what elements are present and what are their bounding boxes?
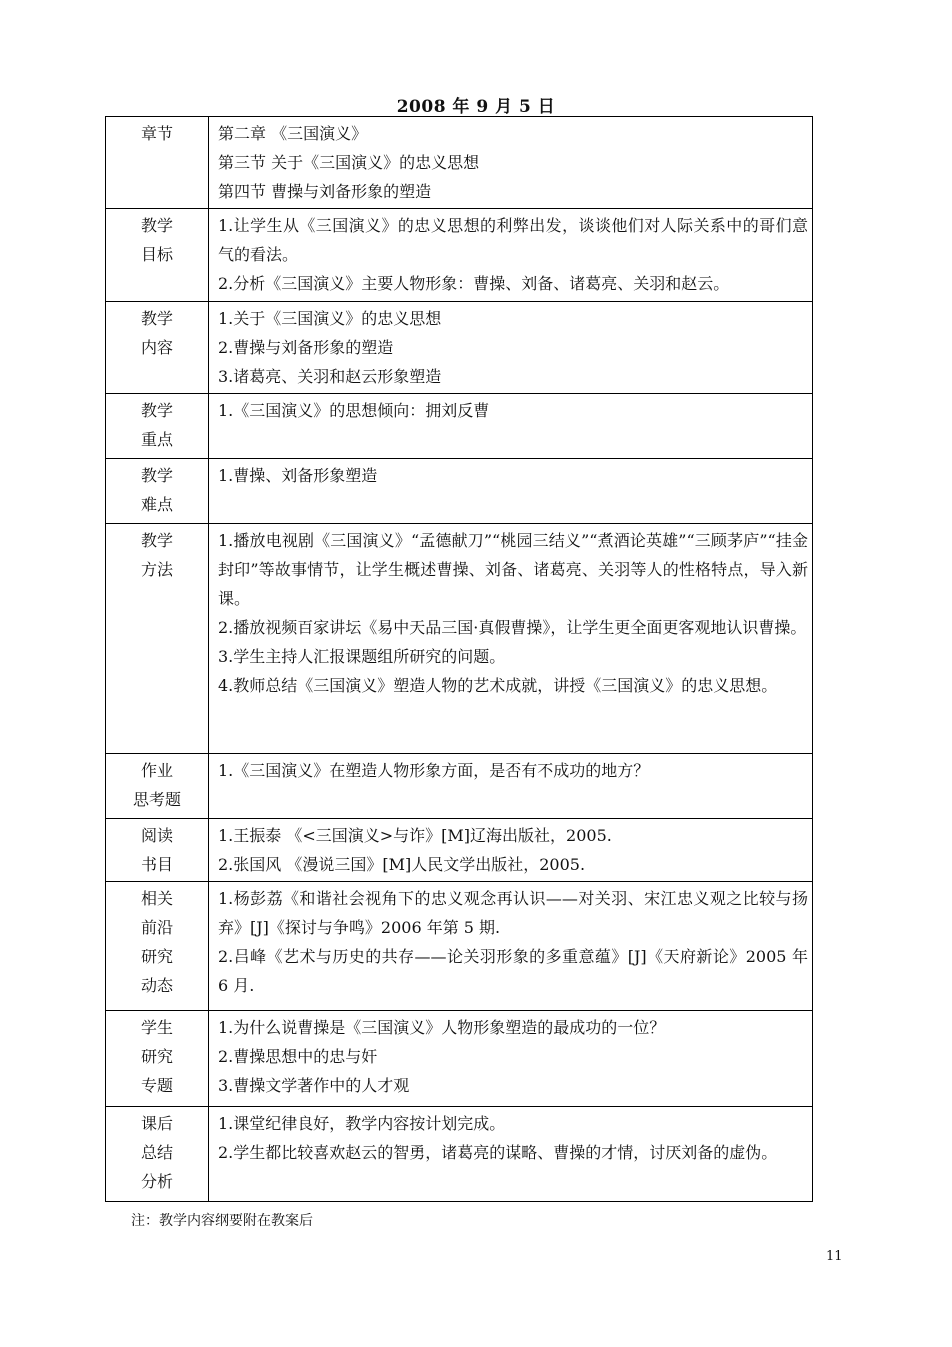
table-row <box>106 1107 813 1202</box>
row-content-line: 1.《三国演义》的思想倾向：拥刘反曹 <box>218 401 490 420</box>
row-label-line: 目标 <box>140 245 173 264</box>
row-content-line: 2.曹操思想中的忠与奸 <box>218 1047 378 1066</box>
row-label-line: 教学 <box>140 531 173 550</box>
row-label-line: 教学 <box>140 466 173 485</box>
row-label-line: 教学 <box>140 401 173 420</box>
row-label-line: 作业 <box>140 761 173 780</box>
row-label-line: 研究 <box>140 1047 173 1066</box>
row-content <box>209 209 813 302</box>
table-row <box>106 882 813 1011</box>
row-label <box>106 754 209 819</box>
row-label <box>106 302 209 394</box>
row-label-line: 内容 <box>140 338 173 357</box>
row-label-line: 总结 <box>140 1143 173 1162</box>
row-content-line: 第四节 曹操与刘备形象的塑造 <box>218 182 432 201</box>
row-label-line: 方法 <box>140 560 173 579</box>
row-label-line: 思考题 <box>132 790 181 809</box>
row-label-line: 阅读 <box>140 826 173 845</box>
row-content-line: 2.分析《三国演义》主要人物形象：曹操、刘备、诸葛亮、关羽和赵云。 <box>218 274 730 293</box>
row-content <box>209 819 813 882</box>
row-content <box>209 459 813 524</box>
row-content-line: 1.播放电视剧《三国演义》“孟德献刀”“桃园三结义”“煮酒论英雄”“三顾茅庐”“挂金封印”等故事情节，让学生概述曹操、刘备、诸葛亮、关羽等人的性格特点，导入新课。 <box>218 531 808 608</box>
row-content-line: 1.为什么说曹操是《三国演义》人物形象塑造的最成功的一位？ <box>218 1018 666 1037</box>
row-label <box>106 1107 209 1202</box>
row-label-line: 学生 <box>140 1018 173 1037</box>
row-content-line: 第二章 《三国演义》 <box>218 124 368 143</box>
row-label <box>106 117 209 209</box>
row-content-line: 4.教师总结《三国演义》塑造人物的艺术成就，讲授《三国演义》的忠义思想。 <box>218 676 778 695</box>
row-label-line: 教学 <box>140 309 173 328</box>
row-content-line: 1.关于《三国演义》的忠义思想 <box>218 309 442 328</box>
row-content-line: 2.吕峰《艺术与历史的共存——论关羽形象的多重意蕴》[J]《天府新论》2005 年 6 月. <box>218 947 808 995</box>
row-content-line: 2.播放视频百家讲坛《易中天品三国·真假曹操》，让学生更全面更客观地认识曹操。 <box>218 618 807 637</box>
row-content <box>209 754 813 819</box>
row-label-line: 书目 <box>140 855 173 874</box>
row-label <box>106 209 209 302</box>
date-title: 2008 年 9 月 5 日 <box>396 97 556 117</box>
row-content-line: 2.曹操与刘备形象的塑造 <box>218 338 394 357</box>
row-label-line: 难点 <box>140 495 173 514</box>
row-label <box>106 1011 209 1107</box>
row-label-line: 章节 <box>140 124 173 143</box>
row-content-line: 1.王振泰 《<三国演义>与诈》[M]辽海出版社，2005. <box>218 826 612 845</box>
row-content <box>209 882 813 1011</box>
row-content <box>209 302 813 394</box>
row-label <box>106 524 209 754</box>
row-content <box>209 394 813 459</box>
row-content-line: 2.学生都比较喜欢赵云的智勇，诸葛亮的谋略、曹操的才情，讨厌刘备的虚伪。 <box>218 1143 778 1162</box>
lesson-plan-table <box>105 116 813 1202</box>
row-label-line: 课后 <box>140 1114 173 1133</box>
table-row <box>106 819 813 882</box>
table-row <box>106 754 813 819</box>
row-content-line: 1.课堂纪律良好，教学内容按计划完成。 <box>218 1114 506 1133</box>
table-row <box>106 1011 813 1107</box>
row-label <box>106 819 209 882</box>
row-label-line: 教学 <box>140 216 173 235</box>
table-row <box>106 459 813 524</box>
row-content-line: 1.杨彭荔《和谐社会视角下的忠义观念再认识——对关羽、宋江忠义观之比较与扬弃》[J]《探讨与争鸣》2006 年第 5 期. <box>218 889 808 937</box>
row-content <box>209 524 813 754</box>
table-row <box>106 302 813 394</box>
lesson-plan-body <box>106 117 813 1202</box>
row-content <box>209 1107 813 1202</box>
row-label <box>106 882 209 1011</box>
row-label <box>106 459 209 524</box>
row-content-line: 3.诸葛亮、关羽和赵云形象塑造 <box>218 367 442 386</box>
row-label-line: 前沿 <box>140 918 173 937</box>
row-label-line: 研究 <box>140 947 173 966</box>
table-row <box>106 524 813 754</box>
row-content-line: 第三节 关于《三国演义》的忠义思想 <box>218 153 480 172</box>
row-content-line: 1.《三国演义》在塑造人物形象方面，是否有不成功的地方？ <box>218 761 650 780</box>
row-content-line: 3.曹操文学著作中的人才观 <box>218 1076 410 1095</box>
page-number: 11 <box>826 1249 843 1264</box>
row-label <box>106 394 209 459</box>
table-row <box>106 117 813 209</box>
row-label-line: 分析 <box>140 1172 173 1191</box>
row-label-line: 专题 <box>140 1076 173 1095</box>
table-row <box>106 209 813 302</box>
row-content-line: 1.让学生从《三国演义》的忠义思想的利弊出发，谈谈他们对人际关系中的哥们意气的看法。 <box>218 216 808 264</box>
row-content <box>209 1011 813 1107</box>
row-content-line: 1.曹操、刘备形象塑造 <box>218 466 378 485</box>
row-content-line: 3.学生主持人汇报课题组所研究的问题。 <box>218 647 506 666</box>
row-content-line: 2.张国风 《漫说三国》[M]人民文学出版社，2005. <box>218 855 586 874</box>
row-content <box>209 117 813 209</box>
footnote: 注：教学内容纲要附在教案后 <box>131 1213 313 1229</box>
row-label-line: 重点 <box>140 430 173 449</box>
row-label-line: 相关 <box>140 889 173 908</box>
table-row <box>106 394 813 459</box>
row-label-line: 动态 <box>140 976 173 995</box>
